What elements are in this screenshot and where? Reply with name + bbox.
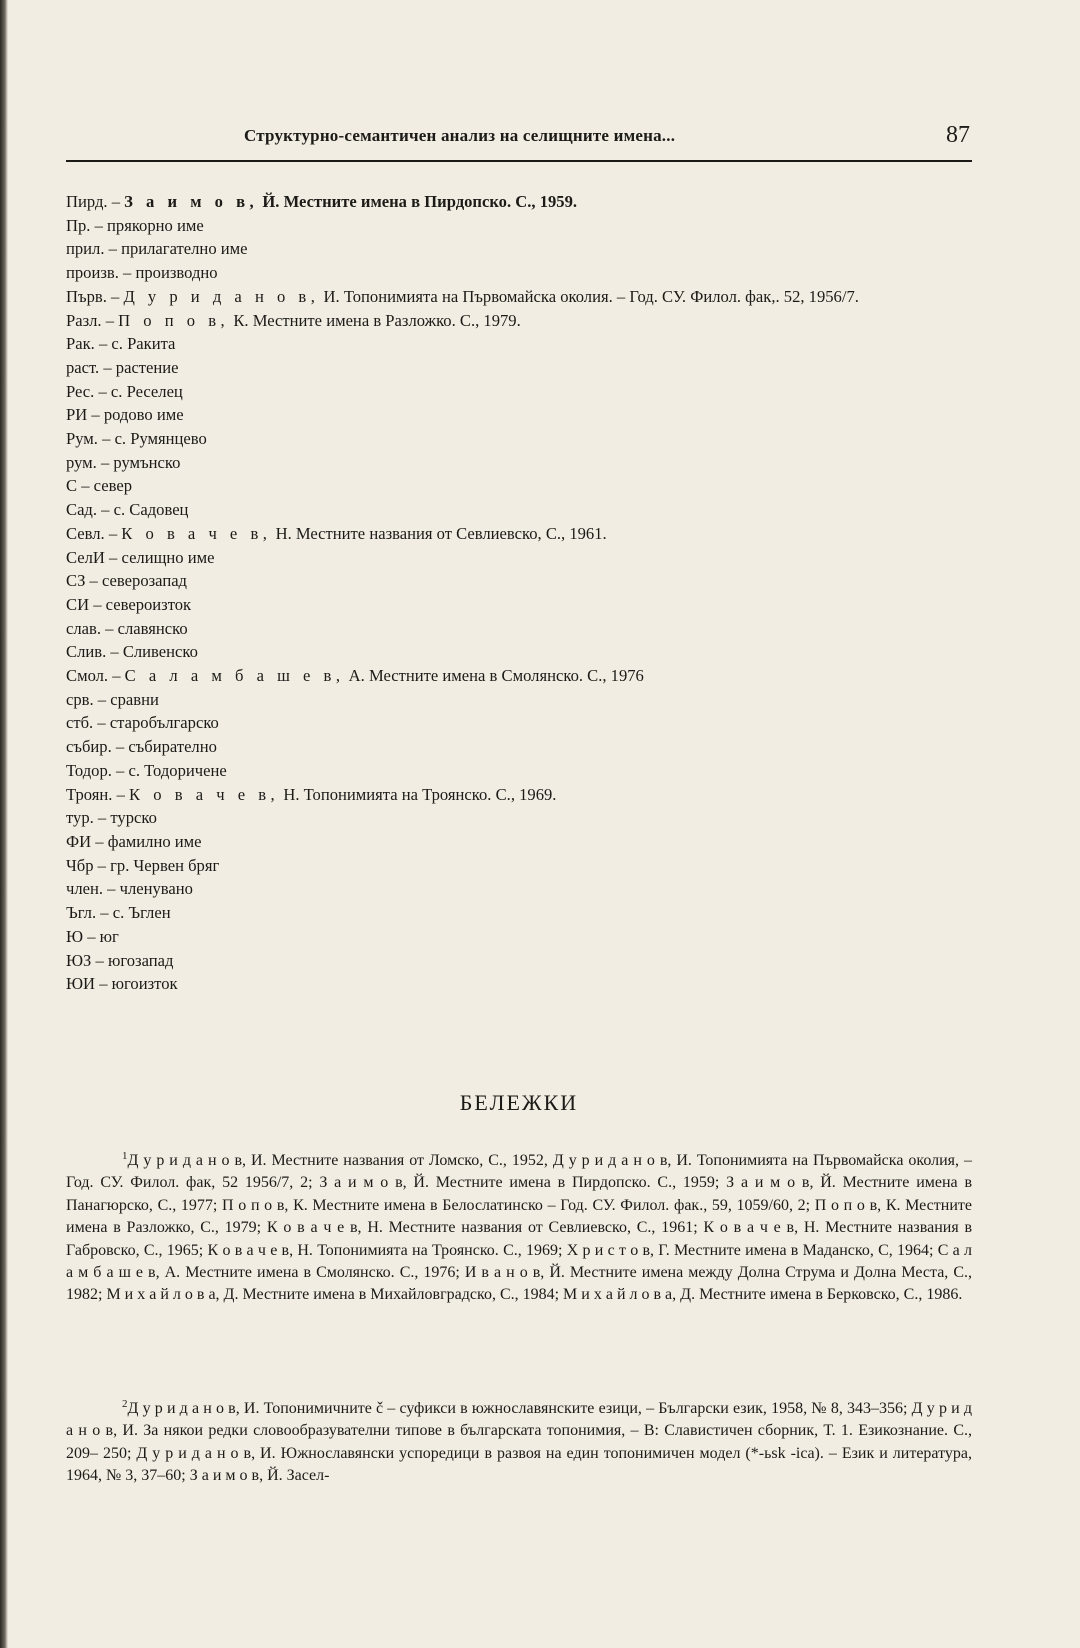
page-binding-shadow xyxy=(0,0,8,1648)
abbrev-entry: Ю – юг xyxy=(66,926,119,946)
abbrev-entry: прил. – прилагателно име xyxy=(66,239,248,259)
abbrev-definition: събирателно xyxy=(128,737,217,757)
abbrev-term: РИ xyxy=(66,405,88,425)
abbrev-entry: Разл. – П о п о в, К. Местните имена в Разложко. С., 1979. xyxy=(66,310,521,330)
footnote-marker: 2 xyxy=(122,1398,128,1410)
abbrev-term: Троян. xyxy=(66,784,113,804)
abbrev-definition: растение xyxy=(115,357,179,377)
abbrev-term: Тодор. xyxy=(66,760,112,780)
abbrev-entry: Рак. – с. Ракита xyxy=(66,334,176,354)
abbrev-entry: Пр. – прякорно име xyxy=(66,215,204,235)
abbrev-term: ЮИ xyxy=(66,974,96,994)
abbrev-entry: Смол. – С а л а м б а ш е в, А. Местните имена в Смолянско. С., 1976 xyxy=(66,666,644,686)
abbrev-term: Слив. xyxy=(66,642,107,662)
abbrev-definition: Й. Местните имена в Пирдопско. С., 1959. xyxy=(258,192,578,211)
abbrev-definition: северозапад xyxy=(101,571,188,591)
abbrev-term: срв. xyxy=(66,689,94,709)
abbrev-definition: К. Местните имена в Разложко. С., 1979. xyxy=(229,310,521,330)
abbrev-term: тур. xyxy=(66,808,94,828)
abbrev-definition: с. Тодоричене xyxy=(128,760,227,780)
abbrev-term: слав. xyxy=(66,618,101,638)
abbrev-term: Ъгл. xyxy=(66,903,97,923)
notes-heading: БЕЛЕЖКИ xyxy=(459,1090,579,1115)
abbrev-definition: юг xyxy=(99,926,119,946)
abbrev-definition: прякорно име xyxy=(107,215,204,235)
abbrev-definition: славянско xyxy=(117,618,188,638)
abbrev-term: С xyxy=(66,476,78,496)
abbrev-term: Пр. xyxy=(66,215,91,235)
abbrev-definition: И. Топонимията на Първомайска околия. – Год. СУ. Филол. фак,. 52, 1956/7. xyxy=(319,286,859,306)
abbrev-term: Първ. xyxy=(66,286,107,306)
running-head xyxy=(66,122,972,162)
abbrev-term: Рум. xyxy=(66,429,98,449)
abbrev-author: П о п о в, xyxy=(118,310,230,330)
abbrev-definition: с. Ъглен xyxy=(112,903,171,923)
abbrev-entry: Сад. – с. Садовец xyxy=(66,500,189,520)
abbrev-entry: Севл. – К о в а ч е в, Н. Местните названия от Севлиевско, С., 1961. xyxy=(66,523,607,543)
abbrev-term: Разл. xyxy=(66,310,102,330)
abbrev-term: събир. xyxy=(66,737,112,757)
abbrev-entry: С – север xyxy=(66,476,133,496)
abbrev-entry: член. – членувано xyxy=(66,879,193,899)
abbrev-term: Рак. xyxy=(66,334,95,354)
abbrev-term: Рес. xyxy=(66,381,95,401)
abbrev-definition: членувано xyxy=(119,879,193,899)
abbrev-definition: родово име xyxy=(103,405,184,425)
abbrev-definition: румънско xyxy=(113,452,181,472)
abbrev-term: Сад. xyxy=(66,500,98,520)
abbrev-term: ФИ xyxy=(66,831,92,851)
abbrev-definition: югоизток xyxy=(111,974,178,994)
abbrev-entry: СИ – североизток xyxy=(66,594,192,614)
abbrev-entry: тур. – турско xyxy=(66,808,157,828)
abbrev-definition: югозапад xyxy=(107,950,174,970)
abbrev-entry: срв. – сравни xyxy=(66,689,159,709)
abbrev-term: СЗ xyxy=(66,571,86,591)
abbrev-entry: произв. – производно xyxy=(66,263,218,283)
abbrev-definition: гр. Червен бряг xyxy=(110,855,220,875)
abbrev-definition: производно xyxy=(135,263,218,283)
abbrev-term: произв. xyxy=(66,263,119,283)
abbrev-definition: турско xyxy=(110,808,157,828)
abbrev-definition: с. Румянцево xyxy=(114,429,207,449)
abbrev-term: рум. xyxy=(66,452,97,472)
abbreviation-list xyxy=(66,190,972,996)
abbrev-term: Ю xyxy=(66,926,84,946)
abbrev-author: Д у р и д а н о в, xyxy=(123,286,320,306)
abbrev-definition: Н. Местните названия от Севлиевско, С., 1961. xyxy=(271,523,607,543)
abbrev-entry: слав. – славянско xyxy=(66,618,188,638)
abbrev-definition: прилагателно име xyxy=(121,239,248,259)
abbrev-definition: фамилно име xyxy=(107,831,202,851)
abbrev-author: С а л а м б а ш е в, xyxy=(124,666,345,686)
abbrev-definition: североизток xyxy=(105,594,192,614)
abbrev-entry: стб. – старобългарско xyxy=(66,713,219,733)
abbrev-term: СИ xyxy=(66,594,90,614)
footnote-2 xyxy=(66,1398,972,1488)
abbrev-definition: селищно име xyxy=(121,547,215,567)
abbrev-entry: ЮЗ – югозапад xyxy=(66,950,174,970)
abbrev-term: СелИ xyxy=(66,547,105,567)
abbrev-term: Чбр xyxy=(66,855,94,875)
abbrev-entry: Първ. – Д у р и д а н о в, И. Топонимията на Първомайска околия. – Год. СУ. Филол. фак,. 52, 1956/7. xyxy=(66,286,859,306)
abbrev-entry: рум. – румънско xyxy=(66,452,181,472)
abbrev-entry: РИ – родово име xyxy=(66,405,184,425)
abbrev-term: раст. xyxy=(66,357,100,377)
abbrev-term: Пирд. xyxy=(66,192,108,211)
abbrev-definition: Н. Топонимията на Троянско. С., 1969. xyxy=(279,784,557,804)
abbrev-term: ЮЗ xyxy=(66,950,92,970)
abbrev-definition: север xyxy=(93,476,133,496)
abbrev-definition: А. Местните имена в Смолянско. С., 1976 xyxy=(344,666,644,686)
abbrev-term: Севл. xyxy=(66,523,105,543)
abbrev-term: Смол. xyxy=(66,666,109,686)
abbrev-entry: СЗ – северозапад xyxy=(66,571,188,591)
abbrev-entry: Троян. – К о в а ч е в, Н. Топонимията на Троянско. С., 1969. xyxy=(66,784,557,804)
abbrev-entry: събир. – събирателно xyxy=(66,737,217,757)
abbrev-entry: Рум. – с. Румянцево xyxy=(66,429,207,449)
abbrev-term: член. xyxy=(66,879,104,899)
running-title: Структурно-семантичен анализ на селищните имена... xyxy=(244,126,676,145)
abbrev-entry: Тодор. – с. Тодоричене xyxy=(66,760,227,780)
abbrev-entry: СелИ – селищно име xyxy=(66,547,215,567)
abbrev-definition: с. Садовец xyxy=(113,500,189,520)
abbrev-author: К о в а ч е в, xyxy=(121,523,272,543)
abbrev-author: З а и м о в, xyxy=(124,192,259,211)
abbrev-definition: с. Реселец xyxy=(110,381,183,401)
abbrev-definition: сравни xyxy=(110,689,159,709)
abbrev-entry: Пирд. – З а и м о в, Й. Местните имена в Пирдопско. С., 1959. xyxy=(66,192,578,211)
page-number: 87 xyxy=(946,122,970,148)
footnote-1 xyxy=(66,1150,972,1307)
abbrev-definition: старобългарско xyxy=(109,713,219,733)
abbrev-entry: раст. – растение xyxy=(66,357,179,377)
abbrev-definition: с. Ракита xyxy=(111,334,176,354)
abbrev-term: прил. xyxy=(66,239,105,259)
abbrev-author: К о в а ч е в, xyxy=(129,784,280,804)
footnote-text: Д у р и д а н о в, И. Топонимичните č – суфикси в южнославянските езици, – Български език, 1958, № 8, 343–356; Д у р и д а н о в, И. За някои редки словообразувателни типове в българската топонимия, – В: Славистичен сборник, Т. 1. Езикознание. С., 209– 250; Д у р и д а н о в, И. Южнославянски успоредици в развоя на един топонимичен модел (*-ьsk -ica). – Език и литература, 1964, № 3, 37–60; З а и м о в, Й. Засел- xyxy=(66,1400,972,1485)
abbrev-entry: ФИ – фамилно име xyxy=(66,831,202,851)
abbrev-term: стб. xyxy=(66,713,94,733)
abbrev-entry: ЮИ – югоизток xyxy=(66,974,178,994)
abbrev-entry: Чбр – гр. Червен бряг xyxy=(66,855,220,875)
footnote-text: Д у р и д а н о в, И. Местните названия от Ломско, С., 1952, Д у р и д а н о в, И. Топонимията на Първомайска околия, – Год. СУ. Филол. фак, 52 1956/7, 2; З а и м о в, Й. Местните имена в Пирдопско. С., 1959; З а и м о в, Й. Местните имена в Панагюрско, С., 1977; П о п о в, К. Местните имена в Белослатинско – Год. СУ. Филол. фак., 59, 1059/60, 2; П о п о в, К. Местните имена в Разложко, С., 1979; К о в а ч е в, Н. Местните названия от Севлиевско, С., 1961; К о в а ч е в, Н. Местните названия в Габровско, С., 1965; К о в а ч е в, Н. Топонимията на Троянско. С., 1969; Х р и с т о в, Г. Местните имена в Маданско, С, 1964; С а л а м б а ш е в, А. Местните имена в Смолянско. С., 1976; И в а н о в, Й. Местните имена между Долна Струма и Долна Места, С., 1982; М и х а й л о в а, Д. Местните имена в Михайловградско, С., 1984; М и х а й л о в а, Д. Местните имена в Берковско, С., 1986. xyxy=(66,1152,972,1304)
abbrev-definition: Сливенско xyxy=(122,642,198,662)
footnote-marker: 1 xyxy=(122,1150,128,1162)
abbrev-entry: Слив. – Сливенско xyxy=(66,642,198,662)
abbrev-entry: Рес. – с. Реселец xyxy=(66,381,183,401)
abbrev-entry: Ъгл. – с. Ъглен xyxy=(66,903,171,923)
